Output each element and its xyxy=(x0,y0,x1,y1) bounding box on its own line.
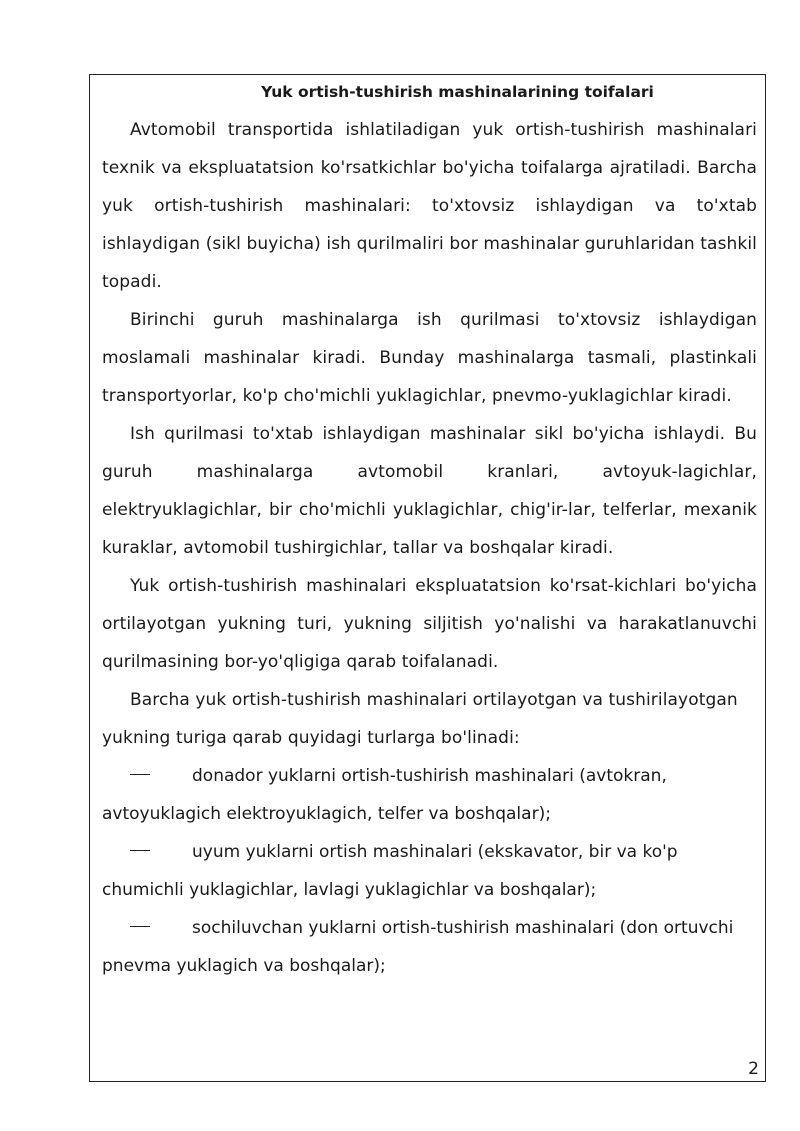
page-frame xyxy=(89,74,766,1082)
page-number: 2 xyxy=(748,1059,759,1079)
paragraph: Birinchi guruh mashinalarga ish qurilmasi to'xtovsiz ishlaydigan moslamali mashinalar kiradi. Bunday mashinalarga tasmali, plastinkali transportyorlar, ko'p cho'michli yuklagichlar, pnevmo-yuklagichlar kiradi. xyxy=(102,310,757,406)
list-item-text: sochiluvchan yuklarni ortish-tushirish mashinalari (don ortuvchi xyxy=(192,918,734,938)
paragraph: Avtomobil transportida ishlatiladigan yuk ortish-tushirish mashinalari texnik va ekspluatatsion ko'rsatkichlar bo'yicha toifalarga ajratiladi. Barcha yuk ortish-tushirish mashinalari: to'xtovsiz ishlaydigan va to'xtab ishlaydigan (sikl buyicha) ish qurilmaliri bor mashinalar guruhlaridan tashkil topadi. xyxy=(102,120,757,292)
paragraph: Yuk ortish-tushirish mashinalari ekspluatatsion ko'rsat-kichlari bo'yicha ortilayotgan yukning turi, yukning siljitish yo'nalishi va harakatlanuvchi qurilmasining bor-yo'qligiga qarab toifalanadi. xyxy=(102,576,757,672)
dash-bullet-icon xyxy=(130,926,150,927)
list-item-text: donador yuklarni ortish-tushirish mashinalari (avtokran, xyxy=(192,766,667,786)
document-title: Yuk ortish-tushirish mashinalarining toifalari xyxy=(261,83,654,101)
dash-bullet-icon xyxy=(130,850,150,851)
list-item xyxy=(102,909,757,985)
document-body xyxy=(102,111,757,985)
list-item-continuation: avtoyuklagich elektroyuklagich, telfer va boshqalar); xyxy=(102,804,551,824)
list-item-continuation: pnevma yuklagich va boshqalar); xyxy=(102,956,386,976)
list-item xyxy=(102,757,757,833)
list-item-text: uyum yuklarni ortish mashinalari (ekskavator, bir va ko'p xyxy=(192,842,678,862)
paragraph: Barcha yuk ortish-tushirish mashinalari ortilayotgan va tushirilayotgan yukning turiga qarab quyidagi turlarga bo'linadi: xyxy=(102,690,738,748)
paragraph: Ish qurilmasi to'xtab ishlaydigan mashinalar sikl bo'yicha ishlaydi. Bu guruh mashinalarga avtomobil kranlari, avtoyuk-lagichlar, elektryuklagichlar, bir cho'michli yuklagichlar, chig'ir-lar, telferlar, mexanik kuraklar, avtomobil tushirgichlar, tallar va boshqalar kiradi. xyxy=(102,424,757,558)
dash-bullet-icon xyxy=(130,774,150,775)
list-item-continuation: chumichli yuklagichlar, lavlagi yuklagichlar va boshqalar); xyxy=(102,880,597,900)
list-item xyxy=(102,833,757,909)
